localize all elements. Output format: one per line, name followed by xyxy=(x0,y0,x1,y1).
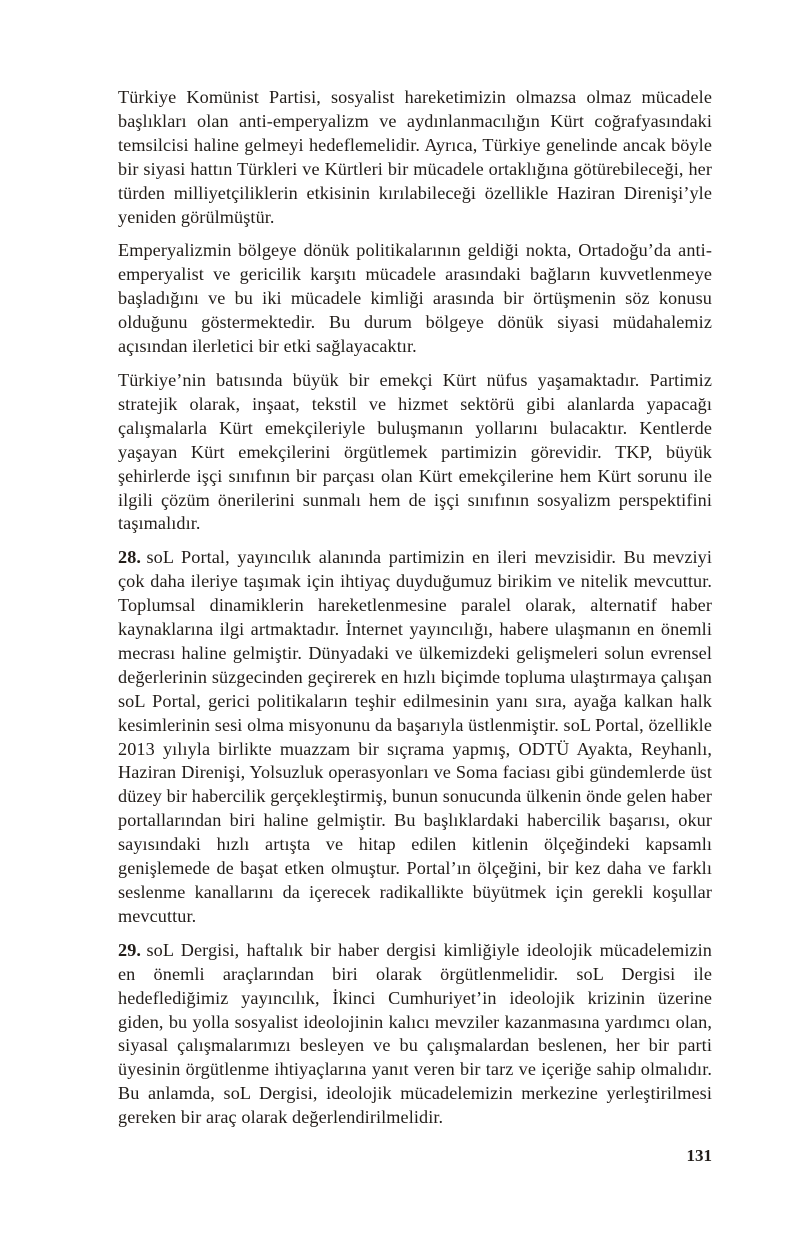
page-number: 131 xyxy=(686,1146,712,1165)
paragraph xyxy=(118,369,712,536)
paragraph-text: Türkiye’nin batısında büyük bir emekçi Kürt nüfus yaşamaktadır. Partimiz stratejik olarak, inşaat, tekstil ve hizmet sektörü gibi alanlarda yapacağı çalışmalarla Kürt emekçileriyle buluşmanın yollarını bulacaktır. Kentlerde yaşayan Kürt emekçilerini örgütlemek partimizin görevidir. TKP, büyük şehirlerde işçi sınıfının bir parçası olan Kürt emekçilerine hem Kürt sorunu ile ilgili çözüm önerilerini sunmalı hem de işçi sınıfının sosyalizm perspektifini taşımalıdır. xyxy=(118,369,712,534)
paragraph-number: 29. xyxy=(118,939,142,960)
paragraph xyxy=(118,939,712,1130)
paragraph-text: Emperyalizmin bölgeye dönük politikalarının geldiği nokta, Ortadoğu’da anti-emperyalist ve gericilik karşıtı mücadele arasındaki bağların kuvvetlenmeye başladığını ve bu iki mücadele kimliği arasında bir örtüşmenin söz konusu olduğunu göstermektedir. Bu durum bölgeye dönük siyasi müdahalemiz açısından ilerletici bir etki sağlayacaktır. xyxy=(118,240,712,357)
paragraph-text: Türkiye Komünist Partisi, sosyalist hareketimizin olmazsa olmaz mücadele başlıkları olan anti-emperyalizm ve aydınlanmacılığın Kürt coğrafyasındaki temsilcisi haline gelmeyi hedeflemelidir. Ayrıca, Türkiye genelinde ancak böyle bir siyasi hattın Türkleri ve Kürtleri bir mücadele ortaklığına götürebileceği, her türden milliyetçiliklerin etkisinin kırılabileceği özellikle Haziran Direnişi’yle yeniden görülmüştür. xyxy=(118,87,712,227)
paragraph xyxy=(118,239,712,359)
paragraph xyxy=(118,86,712,229)
paragraph-number: 28. xyxy=(118,547,142,568)
paragraph xyxy=(118,546,712,929)
text-block xyxy=(118,86,712,1140)
paragraph-text: soL Portal, yayıncılık alanında partimizin en ileri mevzisidir. Bu mevziyi çok daha ileriye taşımak için ihtiyaç duyduğumuz birikim ve nitelik mevcuttur. Toplumsal dinamiklerin hareketlenmesine paralel olarak, alternatif haber kaynaklarına ilgi artmaktadır. İnternet yayıncılığı, habere ulaşmanın en önemli mecrası haline gelmiştir. Dünyadaki ve ülkemizdeki gelişmeleri solun evrensel değerlerinin süzgecinden geçirerek en hızlı biçimde topluma ulaştırmaya çalışan soL Portal, gerici politikaların teşhir edilmesinin yanı sıra, ayağa kalkan halk kesimlerinin sesi olma misyonunu da başarıyla üstlenmiştir. soL Portal, özellikle 2013 yılıyla birlikte muazzam bir sıçrama yapmış, ODTÜ Ayakta, Reyhanlı, Haziran Direnişi, Yolsuzluk operasyonları ve Soma faciası gibi gündemlerde üst düzey bir habercilik gerçekleştirmiş, bunun sonucunda ülkenin önde gelen haber portallarından biri haline gelmiştir. Bu başlıklardaki habercilik başarısı, okur sayısındaki hızlı artışta ve hitap edilen kitlenin ölçeğindeki kapsamlı genişlemede de başat etken olmuştur. Portal’ın ölçeğini, bir kez daha ve farklı seslenme kanallarını da içerecek radikallikte büyütmek için gerekli koşullar mevcuttur. xyxy=(118,547,712,926)
paragraph-text: soL Dergisi, haftalık bir haber dergisi kimliğiyle ideolojik mücadelemizin en önemli araçlarından biri olarak örgütlenmelidir. soL Dergisi ile hedeflediğimiz yayıncılık, İkinci Cumhuriyet’in ideolojik krizinin üzerine giden, bu yolla sosyalist ideolojinin kalıcı mevziler kazanmasına yardımcı olan, siyasal çalışmalarımızı besleyen ve bu çalışmalardan beslenen, her bir parti üyesinin örgütlenme ihtiyaçlarına yanıt veren bir tarz ve içeriğe sahip olmalıdır. Bu anlamda, soL Dergisi, ideolojik mücadelemizin merkezine yerleştirilmesi gereken bir araç olarak değerlendirilmelidir. xyxy=(118,939,712,1128)
